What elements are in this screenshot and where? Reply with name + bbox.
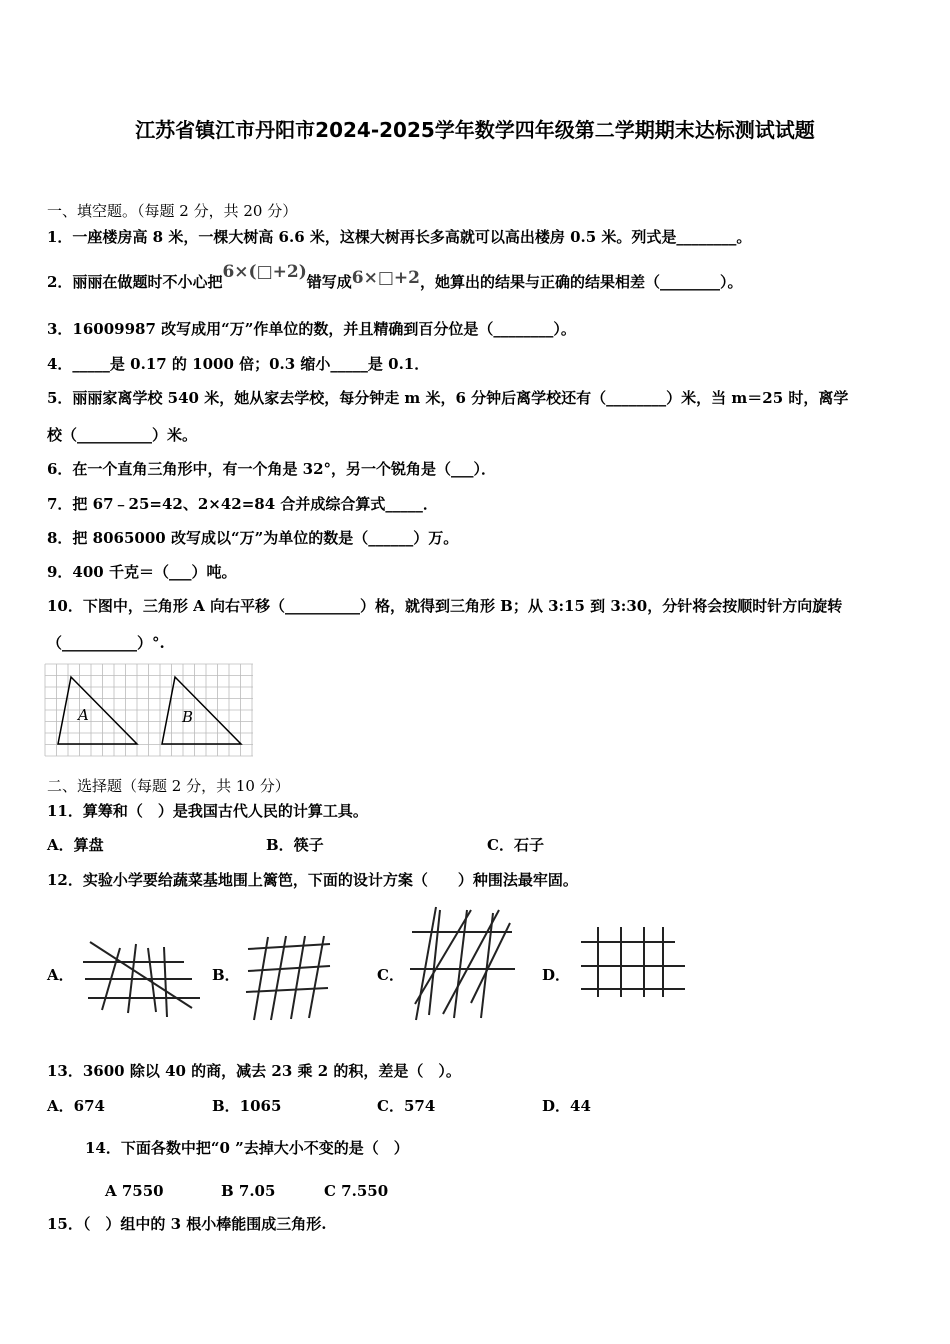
question-5-line-1: 5．丽丽家离学校 540 米，她从家去学校，每分钟走 m 米，6 分钟后离学校还有（________）米，当 m＝25 时，离学 (47, 389, 849, 407)
page-title: 江苏省镇江市丹阳市2024-2025学年数学四年级第二学期期末达标测试试题 (135, 118, 815, 142)
question-12: 12．实验小学要给蔬菜基地围上篱笆，下面的设计方案（ ）种围法最牢固。 (47, 871, 578, 889)
q12-option-a: A． (47, 966, 74, 984)
fence-b-figure (246, 935, 336, 1025)
q11-option-a: A．算盘 (47, 836, 104, 854)
question-6: 6．在一个直角三角形中，有一个角是 32°，另一个锐角是（___）． (47, 460, 497, 478)
q12-option-d: D． (542, 966, 571, 984)
triangle-a-label: A (78, 706, 89, 724)
question-15: 15．（ ）组中的 3 根小棒能围成三角形. (47, 1215, 327, 1233)
fence-a-figure (80, 935, 205, 1020)
section1-heading: 一、填空题。（每题 2 分，共 20 分） (47, 202, 298, 220)
question-2-part-b: 错写成 (306, 273, 352, 291)
question-2-part-c: ，她算出的结果与正确的结果相差（________）。 (419, 273, 743, 291)
triangle-b-label: B (182, 708, 194, 726)
q13-option-b: B．1065 (212, 1097, 282, 1115)
question-2 (47, 262, 743, 292)
q14-option-c: C 7.550 (324, 1182, 389, 1200)
fence-c-figure (407, 905, 522, 1025)
question-3: 3．16009987 改写成用“万”作单位的数，并且精确到百分位是（________）。 (47, 320, 576, 338)
q14-option-a: A 7550 (105, 1182, 164, 1200)
section2-heading: 二、选择题（每题 2 分，共 10 分） (47, 777, 290, 795)
question-2-expr1: 6×(□+2) (222, 262, 307, 282)
q13-option-c: C．574 (377, 1097, 436, 1115)
question-10-line-1: 10．下图中，三角形 A 向右平移（__________）格，就得到三角形 B；从 3:15 到 3:30，分针将会按顺时针方向旋转 (47, 597, 843, 615)
question-8: 8．把 8065000 改写成以“万”为单位的数是（______）万。 (47, 529, 459, 547)
q11-option-b: B．筷子 (266, 836, 324, 854)
question-9: 9．400 千克＝（___）吨。 (47, 563, 237, 581)
question-10-line-2: （__________）°. (47, 634, 165, 652)
question-11: 11．算筹和（ ）是我国古代人民的计算工具。 (47, 802, 368, 820)
question-5-line-2: 校（__________）米。 (47, 426, 198, 444)
question-7: 7．把 67﹣25=42、2×42=84 合并成综合算式_____． (47, 495, 438, 513)
grid-lines (45, 664, 253, 756)
question-4: 4．_____是 0.17 的 1000 倍；0.3 缩小_____是 0.1． (47, 355, 430, 373)
question-2-part-a: 2．丽丽在做题时不小心把 (47, 273, 223, 291)
fence-d-figure (578, 925, 690, 1000)
q14-option-b: B 7.05 (221, 1182, 276, 1200)
question-13: 13．3600 除以 40 的商，减去 23 乘 2 的积，差是（ ）。 (47, 1062, 461, 1080)
triangle-grid-figure (45, 664, 255, 757)
q11-option-c: C．石子 (487, 836, 544, 854)
q12-option-b: B． (212, 966, 240, 984)
q12-option-c: C． (377, 966, 404, 984)
question-14: 14．下面各数中把“0 ”去掉大小不变的是（ ） (85, 1139, 409, 1157)
question-1: 1．一座楼房高 8 米，一棵大树高 6.6 米，这棵大树再长多高就可以高出楼房 0.5 米。列式是________。 (47, 228, 752, 246)
question-2-expr2: 6×□+2 (351, 268, 420, 288)
q13-option-d: D．44 (542, 1097, 591, 1115)
q13-option-a: A．674 (47, 1097, 105, 1115)
